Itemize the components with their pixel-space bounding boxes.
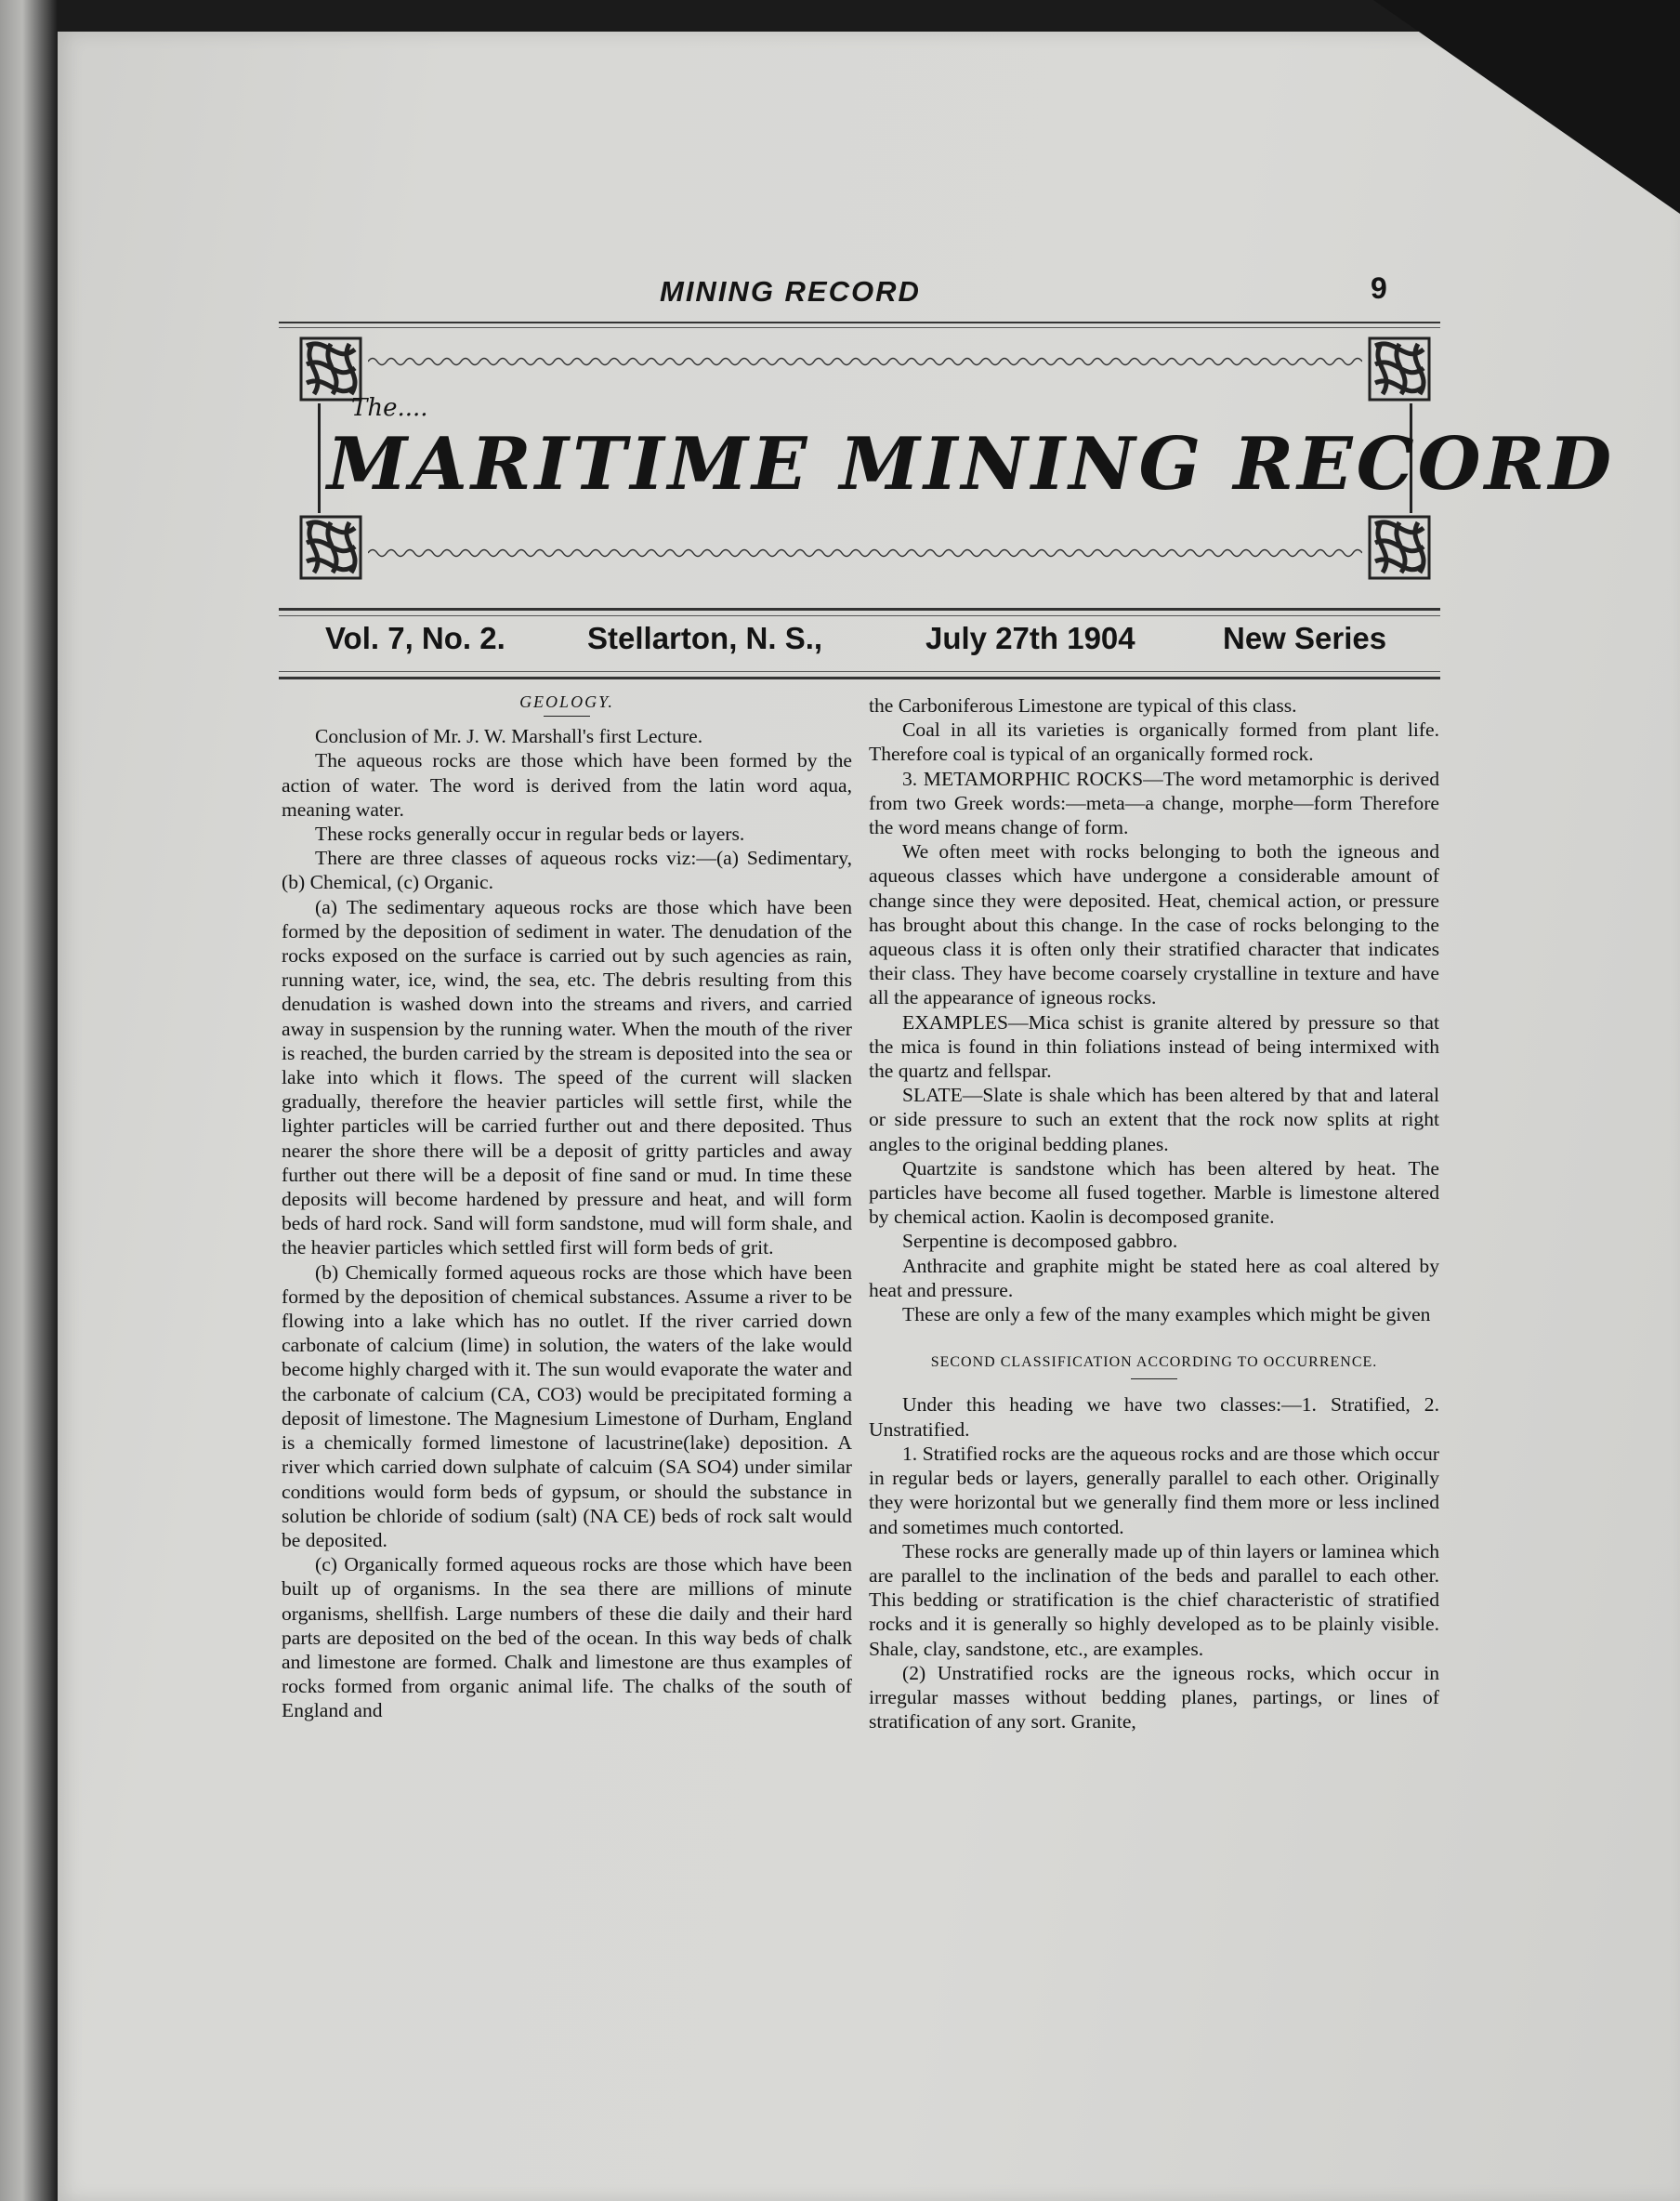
section-subheading: SECOND CLASSIFICATION ACCORDING TO OCCURRENCE.	[930, 1354, 1378, 1371]
celtic-knot-ornament	[299, 336, 362, 402]
masthead	[299, 336, 1616, 580]
celtic-knot-ornament	[299, 515, 362, 580]
article-right-column	[869, 693, 1439, 1733]
issue-series: New Series	[1223, 621, 1387, 655]
paragraph: the Carboniferous Limestone are typical of this class.	[869, 694, 1297, 717]
masthead-title: MARITIME MINING RECORD	[327, 422, 1616, 507]
paragraph: EXAMPLES—Mica schist is granite altered by pressure so that the mica is found in thin foliations instead of being intermixed with the quartz and fellspar.	[869, 1010, 1439, 1083]
rule-issue-top	[279, 608, 1440, 611]
heading-rule	[544, 716, 590, 717]
paragraph: These rocks generally occur in regular beds or layers.	[315, 823, 745, 846]
rule-issue-bottom	[279, 677, 1440, 679]
celtic-knot-ornament	[1368, 515, 1431, 580]
torn-corner	[1373, 0, 1680, 214]
paragraph: SLATE—Slate is shale which has been altered by that and lateral or side pressure to such an extent that the rock now splits at right angles to the original bedding planes.	[869, 1084, 1439, 1155]
celtic-knot-ornament	[1368, 336, 1431, 402]
paragraph: (c) Organically formed aqueous rocks are those which have been built up of organisms. In the sea there are millions of minute organisms, shellfish. Large numbers of these die daily and their hard parts are deposited on the bed of the ocean. In this way beds of chalk and limestone are formed. Chalk and limestone are thus examples of rocks formed from organic animal life. The chalks of the south of England and	[282, 1553, 852, 1722]
paragraph: (a) The sedimentary aqueous rocks are those which have been formed by the deposition of sediment in water. The denudation of the rocks exposed on the surface is carried out by such agencies as rain, running water, ice, wind, the sea, etc. The debris resulting from this denudation is washed down into the streams and rivers, and carried away in suspension by the running water. When the mouth of the river is reached, the burden carried by the stream is deposited into the sea or lake into which it flows. The speed of the current will slacken gradually, therefore the heavier particles will settle first, while the lighter particles will be carried further out and there deposited. Thus nearer the shore there will be a deposit of gritty particles and away further out there will be a deposit of fine sand or mud. In time these deposits will become hardened by pressure and heat, and will form beds of hard rock. Sand will form sandstone, mud will form shale, and the heavier particles which settled first will form beds of grit.	[282, 895, 852, 1259]
rule-top	[279, 322, 1440, 323]
running-head	[279, 271, 1440, 312]
masthead-prefix: The....	[351, 394, 428, 422]
page-number: 9	[1371, 271, 1387, 305]
article-heading: GEOLOGY.	[519, 692, 614, 711]
paragraph: Anthracite and graphite might be stated here as coal altered by heat and pressure.	[869, 1254, 1439, 1301]
rule-issue-bottom-thin	[279, 671, 1440, 672]
paragraph: 1. Stratified rocks are the aqueous rocks and are those which occur in regular beds or layers, generally parallel to each other. Originally they were horizontal but we generally find them more or less inclined and sometimes much contorted.	[869, 1442, 1439, 1538]
paragraph: There are three classes of aqueous rocks viz:—(a) Sedimentary, (b) Chemical, (c) Organic.	[282, 847, 852, 894]
paragraph: The aqueous rocks are those which have been formed by the action of water. The word is derived from the latin word aqua, meaning water.	[282, 749, 852, 821]
rule-issue-top-thin	[279, 615, 1440, 616]
paragraph: Quartzite is sandstone which has been altered by heat. The particles have become all fused together. Marble is limestone altered by chemical action. Kaolin is decomposed granite.	[869, 1156, 1439, 1229]
running-title: MINING RECORD	[660, 275, 921, 308]
paragraph: Serpentine is decomposed gabbro.	[902, 1230, 1178, 1253]
issue-date: July 27th 1904	[925, 621, 1135, 655]
paragraph: Conclusion of Mr. J. W. Marshall's first Lecture.	[315, 725, 703, 748]
paragraph: These rocks are generally made up of thin layers or laminea which are parallel to the inclination of the beds and parallel to each other. This bedding or stratification is the chief characteristic of stratified rocks and it is generally so highly developed as to be plainly visible. Shale, clay, sandstone, etc., are examples.	[869, 1539, 1439, 1660]
wavy-border-top	[368, 355, 1362, 368]
issue-volume: Vol. 7, No. 2.	[325, 621, 505, 655]
wavy-border-bottom	[368, 547, 1362, 560]
rule-top-thin	[279, 327, 1440, 328]
paragraph: We often meet with rocks belonging to both the igneous and aqueous classes which have undergone a considerable amount of change since they were deposited. Heat, chemical action, or pressure has brought about this change. In the case of rocks belonging to the aqueous class it is often only their stratified character that indicates their class. They have become coarsely crystalline in texture and have all the appearance of igneous rocks.	[869, 840, 1439, 1009]
book-gutter	[0, 0, 58, 2201]
issue-line	[279, 621, 1440, 667]
paragraph: (2) Unstratified rocks are the igneous rocks, which occur in irregular masses without bedding planes, partings, or lines of stratification of any sort. Granite,	[869, 1661, 1439, 1733]
issue-place: Stellarton, N. S.,	[587, 621, 823, 655]
paragraph: Coal in all its varieties is organically formed from plant life. Therefore coal is typical of an organically formed rock.	[869, 718, 1439, 766]
frame-left-bar	[318, 403, 321, 513]
paragraph: These are only a few of the many examples which might be given	[902, 1303, 1431, 1326]
paragraph: (b) Chemically formed aqueous rocks are those which have been formed by the deposition of chemical substances. Assume a river to be flowing into a lake which has no outlet. If the river carried down carbonate of calcium (lime) in solution, the waters of the lake would become highly charged with it. The sun would evaporate the water and the carbonate of calcium (CA, CO3) would be precipitated forming a deposit of limestone. The Magnesium Limestone of Durham, England is a chemically formed limestone of lacustrine(lake) deposition. A river which carried down sulphate of calcuim (SA SO4) under similar conditions would form beds of gypsum, or should the substance in solution be chloride of sodium (salt) (NA CE) beds of rock salt would be deposited.	[282, 1260, 852, 1551]
paragraph: Under this heading we have two classes:—1. Stratified, 2. Unstratified.	[869, 1393, 1439, 1441]
subheading-rule	[1131, 1378, 1177, 1379]
article-left-column	[282, 690, 852, 1723]
paragraph: 3. METAMORPHIC ROCKS—The word metamorphic is derived from two Greek words:—meta—a change, morphe—form Therefore the word means change of form.	[869, 767, 1439, 839]
